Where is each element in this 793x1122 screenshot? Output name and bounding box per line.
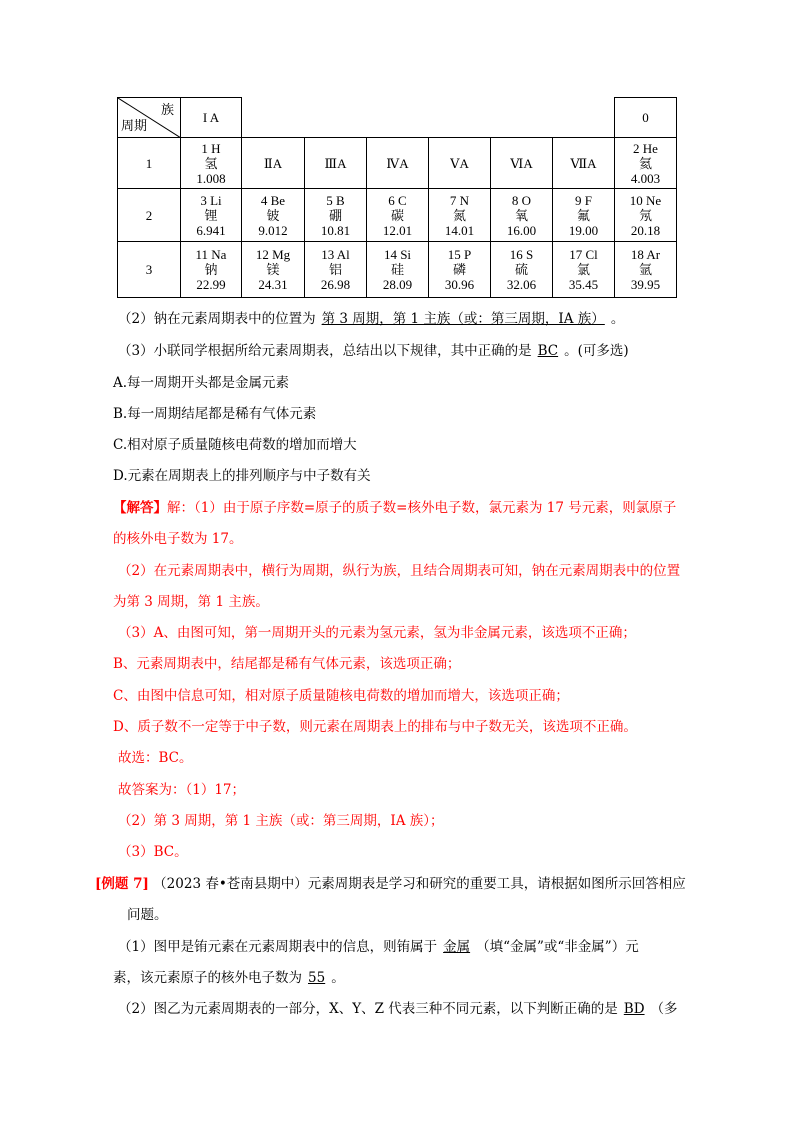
- question-text: 。: [331, 970, 345, 986]
- group-header: ⅡA: [242, 138, 305, 189]
- element-name: 硫: [514, 262, 528, 277]
- example-text-line: 问题。: [127, 907, 168, 923]
- element-cell: [305, 189, 367, 242]
- element-cell: [367, 189, 429, 242]
- element-number-symbol: 11 Na: [195, 247, 227, 262]
- element-number-symbol: 5 B: [326, 192, 345, 208]
- period-1-label: 1: [118, 138, 181, 189]
- element-mass: 39.95: [630, 277, 661, 292]
- element-number-symbol: 1 H: [201, 140, 221, 156]
- answer-blank: BC: [537, 343, 559, 359]
- element-cell: [491, 242, 553, 298]
- element-mass: 16.00: [506, 222, 537, 238]
- table-corner-header: [118, 98, 181, 138]
- element-cell: [181, 189, 242, 242]
- element-mass: 35.45: [568, 277, 599, 292]
- element-name: 锂: [204, 207, 218, 223]
- element-name: 碳: [390, 207, 404, 223]
- group-header: ⅤA: [429, 138, 491, 189]
- solution-line: 故答案为：（1）17；: [118, 782, 246, 798]
- solution-line: （3）BC。: [118, 844, 188, 860]
- example-text: （2023 春•苍南县期中）元素周期表是学习和研究的重要工具，请根据如图所示回答相应: [153, 876, 686, 892]
- element-cell-he: [615, 138, 677, 189]
- example-q1: [118, 937, 639, 957]
- solution-line: 为第 3 周期，第 1 主族。: [113, 594, 269, 610]
- element-cell: [553, 242, 615, 298]
- element-number-symbol: 4 Be: [260, 192, 286, 208]
- element-number-symbol: 9 F: [575, 192, 592, 208]
- group-header: ⅦA: [553, 138, 615, 189]
- period-header-label: 周期: [121, 118, 148, 133]
- element-name: 硅: [390, 262, 404, 277]
- element-name: 铝: [328, 262, 342, 277]
- element-mass: 22.99: [196, 277, 226, 292]
- element-name: 氯: [576, 262, 590, 277]
- question-text: （1）图甲是铕元素在元素周期表中的信息，则铕属于: [118, 939, 438, 955]
- element-name: 氦: [638, 155, 652, 171]
- periodic-table: [117, 97, 677, 298]
- question-text: （填“金属”或“非金属”）元: [476, 939, 639, 955]
- option-d: D.元素在周期表上的排列顺序与中子数有关: [113, 468, 371, 484]
- element-cell: [367, 242, 429, 298]
- solution-line: B、元素周期表中，结尾都是稀有气体元素，该选项正确；: [113, 656, 461, 672]
- option-c: C.相对原子质量随核电荷数的增加而增大: [113, 437, 357, 453]
- element-name: 硼: [328, 207, 342, 223]
- question-text: （2）图乙为元素周期表的一部分，X、Y、Z 代表三种不同元素，以下判断正确的是: [118, 1001, 618, 1017]
- element-name: 铍: [266, 207, 280, 223]
- element-mass: 1.008: [196, 170, 226, 186]
- question-text: （多: [650, 1001, 678, 1017]
- element-mass: 9.012: [258, 222, 288, 238]
- element-mass: 19.00: [568, 222, 599, 238]
- example-q1-line2: [113, 968, 345, 988]
- element-name: 镁: [266, 262, 280, 277]
- element-mass: 28.09: [382, 277, 413, 292]
- answer-blank: 金属: [443, 939, 471, 955]
- group-zero-header: 0: [615, 98, 677, 138]
- solution-line: 的核外电子数为 17。: [113, 531, 243, 547]
- element-mass: 10.81: [320, 222, 351, 238]
- element-mass: 20.18: [630, 222, 661, 238]
- element-cell: [429, 189, 491, 242]
- question-3: [118, 341, 629, 361]
- element-name: 氖: [638, 207, 652, 223]
- element-mass: 26.98: [320, 277, 351, 292]
- option-b: B.每一周期结尾都是稀有气体元素: [113, 406, 317, 422]
- group-header: ⅣA: [367, 138, 429, 189]
- solution-line: （3）A、由图可知，第一周期开头的元素为氢元素，氢为非金属元素，该选项不正确；: [118, 625, 636, 641]
- solution-line: （2）第 3 周期，第 1 主族（或：第三周期，IA 族）；: [118, 813, 444, 829]
- answer-blank: 第 3 周期，第 1 主族（或：第三周期，IA 族）: [321, 311, 605, 327]
- element-number-symbol: 2 He: [633, 140, 658, 156]
- element-name: 氢: [204, 155, 218, 171]
- question-text: （3）小联同学根据所给元素周期表，总结出以下规律，其中正确的是: [118, 343, 532, 359]
- question-text: 。: [610, 311, 625, 327]
- solution-text: 解：（1）由于原子序数=原子的质子数=核外电子数，氯元素为 17 号元素，则氯原子: [167, 500, 677, 516]
- solution-label: 【解答】: [113, 500, 167, 516]
- element-cell: [491, 189, 553, 242]
- element-number-symbol: 6 C: [388, 192, 407, 208]
- period-3-label: 3: [118, 242, 181, 298]
- element-cell: [429, 242, 491, 298]
- element-cell: [305, 242, 367, 298]
- element-mass: 12.01: [382, 222, 413, 238]
- element-cell: [242, 189, 305, 242]
- group-ia-header: I A: [181, 98, 242, 138]
- element-cell: [181, 242, 242, 298]
- element-number-symbol: 10 Ne: [629, 192, 662, 208]
- element-number-symbol: 12 Mg: [255, 247, 291, 262]
- element-number-symbol: 17 Cl: [569, 247, 598, 262]
- solution-line: 故选：BC。: [118, 750, 193, 766]
- group-header: ⅥA: [491, 138, 553, 189]
- element-mass: 4.003: [630, 170, 661, 186]
- solution-line: C、由图中信息可知，相对原子质量随核电荷数的增加而增大，该选项正确；: [113, 688, 569, 704]
- answer-blank: 55: [308, 970, 326, 986]
- solution-line: D、质子数不一定等于中子数，则元素在周期表上的排布与中子数无关，该选项不正确。: [113, 719, 637, 735]
- element-number-symbol: 14 Si: [383, 247, 412, 262]
- element-number-symbol: 3 Li: [200, 192, 222, 208]
- option-a: A.每一周期开头都是金属元素: [113, 375, 290, 391]
- element-name: 氧: [514, 207, 528, 223]
- element-name: 钠: [204, 262, 218, 277]
- element-cell: [615, 189, 677, 242]
- period-2-label: 2: [118, 189, 181, 242]
- example-label: [例题 7]: [95, 876, 149, 892]
- element-number-symbol: 7 N: [449, 192, 470, 208]
- question-text: 。(可多选): [564, 343, 629, 359]
- element-mass: 32.06: [506, 277, 537, 292]
- element-cell: [242, 242, 305, 298]
- solution-line: [113, 498, 676, 518]
- element-number-symbol: 16 S: [509, 247, 534, 262]
- group-header: ⅢA: [305, 138, 367, 189]
- element-cell: [615, 242, 677, 298]
- answer-blank: BD: [623, 1001, 645, 1017]
- solution-line: （2）在元素周期表中，横行为周期，纵行为族，且结合周期表可知，钠在元素周期表中的位置: [118, 563, 681, 579]
- element-name: 氮: [452, 207, 466, 223]
- element-mass: 14.01: [444, 222, 475, 238]
- element-mass: 30.96: [444, 277, 475, 292]
- question-text: （2）钠在元素周期表中的位置为: [118, 311, 316, 327]
- question-text: 素，该元素原子的核外电子数为: [113, 970, 302, 986]
- element-mass: 24.31: [258, 277, 288, 292]
- group-header-label: 族: [160, 102, 174, 117]
- element-number-symbol: 15 P: [447, 247, 472, 262]
- element-number-symbol: 13 Al: [321, 247, 350, 262]
- element-number-symbol: 18 Ar: [630, 247, 661, 262]
- element-name: 磷: [452, 262, 466, 277]
- element-number-symbol: 8 O: [511, 192, 532, 208]
- element-cell-h: [181, 138, 242, 189]
- element-name: 氩: [638, 262, 652, 277]
- element-name: 氟: [576, 207, 590, 223]
- element-mass: 6.941: [196, 222, 226, 238]
- question-2: [118, 309, 624, 329]
- example-7-heading: [95, 874, 686, 894]
- example-q2: [118, 999, 678, 1019]
- element-cell: [553, 189, 615, 242]
